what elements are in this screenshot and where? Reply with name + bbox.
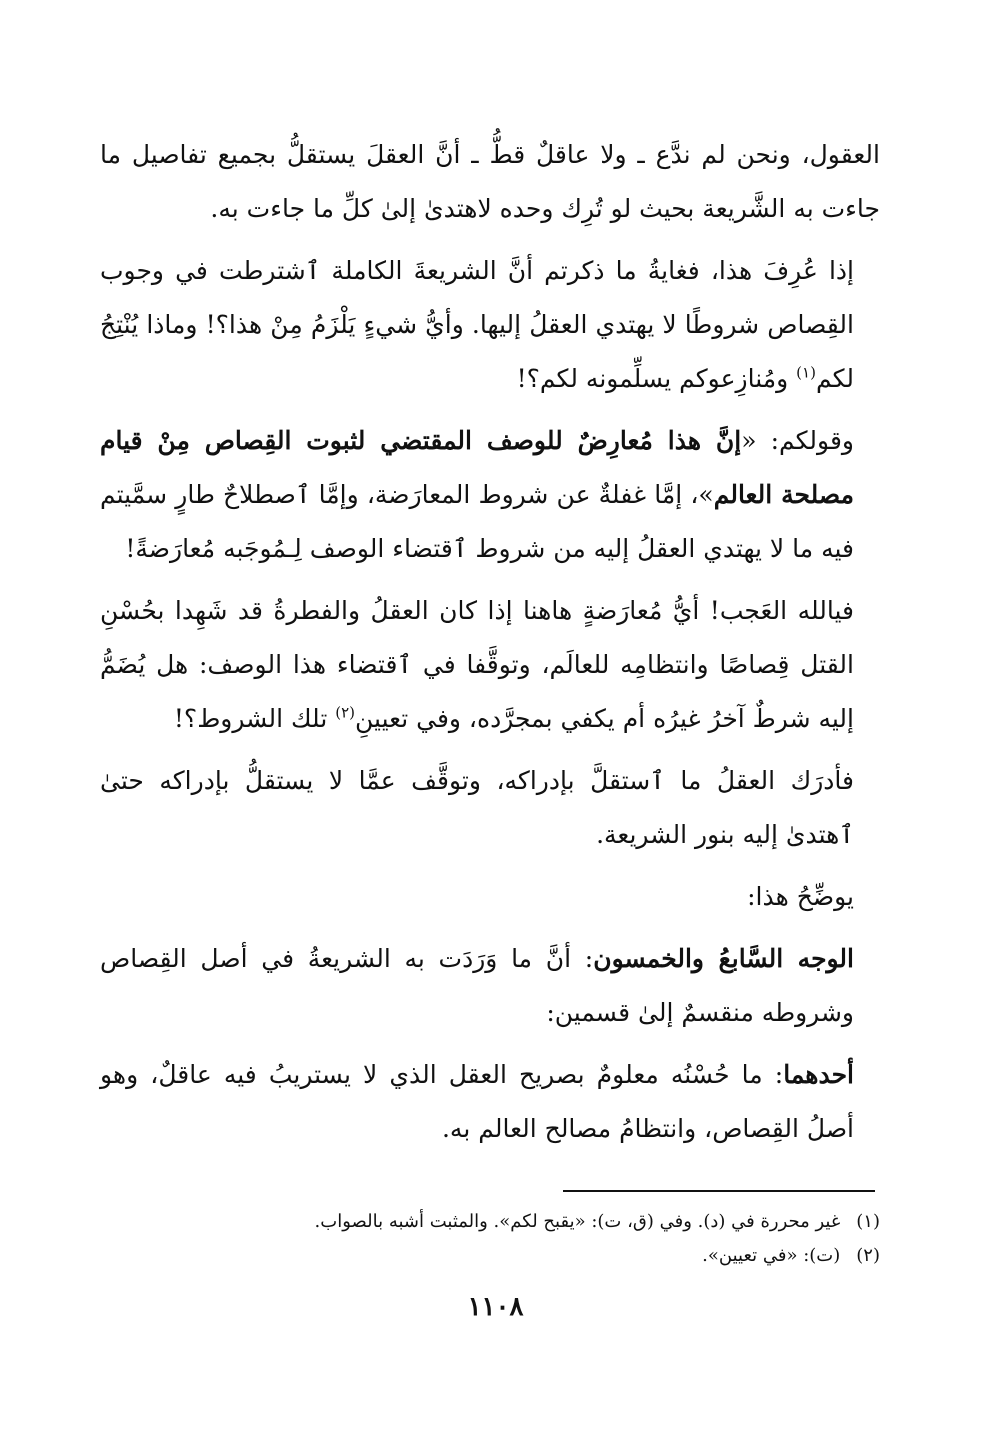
paragraph-8-text: : ما حُسْنُه معلومٌ بصريح العقل الذي لا يستريبُ فيه عاقلٌ، وهو أصلُ القِصاص، وانتظامُ مصالح العالم به. <box>100 1060 854 1143</box>
footnote-ref-2[interactable]: (٢) <box>335 703 356 722</box>
paragraph-3 <box>100 414 880 576</box>
paragraph-7 <box>100 932 880 1040</box>
footnote-2 <box>180 1239 880 1273</box>
quoted-claim: إنَّ هذا مُعارِضٌ للوصف المقتضي لثبوت القِصاص مِنْ قيام مصلحة العالم <box>100 426 854 509</box>
footnote-2-number: (٢) <box>856 1245 880 1266</box>
footnote-2-text: (ت): «في تعيين». <box>702 1245 841 1266</box>
paragraph-4-text-a: فيالله العَجب! أيُّ مُعارَضةٍ هاهنا إذا كان العقلُ والفطرةُ قد شَهِدا بحُسْنِ القتل قِصاصًا وانتظامِه للعالَم، وتوقَّفا في ٱقتضاء هذا الوصف: هل يُضَمُّ إليه شرطٌ آخرُ غيرُه أم يكفي بمجرَّده، وفي تعيينِ <box>100 596 854 733</box>
section-heading: الوجه السَّابعُ والخمسون <box>593 944 854 973</box>
paragraph-1 <box>100 128 880 236</box>
paragraph-2-text-a: إذا عُرِفَ هذا، فغايةُ ما ذكرتم أنَّ الشريعةَ الكاملة ٱشترطت في وجوب القِصاص شروطًا لا يهتدي العقلُ إليها. وأيُّ شيءٍ يَلْزَمُ مِنْ هذا؟! وماذا يُنْتِجُ لكم <box>100 256 854 393</box>
footnote-ref-1[interactable]: (١) <box>796 363 816 382</box>
paragraph-8 <box>100 1048 880 1156</box>
paragraph-6-text: يوضِّحُ هذا: <box>747 882 854 911</box>
paragraph-5-text: فأدرَك العقلُ ما ٱستقلَّ بإدراكه، وتوقَّف عمَّا لا يستقلُّ بإدراكه حتىٰ ٱهتدىٰ إليه بنور الشريعة. <box>100 766 854 849</box>
footnote-1-number: (١) <box>856 1211 880 1232</box>
main-text <box>100 128 880 1164</box>
paragraph-2-text-b: ومُنازِعوكم يسلِّمونه لكم؟! <box>516 364 797 393</box>
paragraph-3-text-b: »، إمَّا غفلةٌ عن شروط المعارَضة، وإمَّا ٱصطلاحٌ طارٍ سمَّيتم فيه ما لا يهتدي العقلُ إليه من شروط ٱقتضاء الوصف لِـمُوجَبه مُعارَضةً! <box>100 480 854 563</box>
paragraph-3-text-a: وقولكم: « <box>741 426 854 455</box>
footnote-1-text: غير محررة في (د). وفي (ق، ت): «يقبح لكم». والمثبت أشبه بالصواب. <box>314 1211 841 1232</box>
first-division-label: أحدهما <box>783 1060 854 1089</box>
paragraph-4 <box>100 584 880 746</box>
paragraph-4-text-b: تلك الشروط؟! <box>173 704 336 733</box>
paragraph-2 <box>100 244 880 406</box>
paragraph-5 <box>100 754 880 862</box>
footnote-1 <box>180 1205 880 1239</box>
paragraph-6 <box>100 870 880 924</box>
page-number: ١١٠٨ <box>467 1292 524 1322</box>
footnote-divider <box>563 1190 875 1192</box>
paragraph-1-text: العقول، ونحن لم ندَّع ـ ولا عاقلٌ قطُّ ـ أنَّ العقلَ يستقلُّ بجميع تفاصيل ما جاءت به الشَّريعة بحيث لو تُرِك وحده لاهتدىٰ إلىٰ كلِّ ما جاءت به. <box>100 140 880 223</box>
paragraph-7-text: : أنَّ ما وَرَدَت به الشريعةُ في أصل القِصاص وشروطه منقسمٌ إلىٰ قسمين: <box>100 944 854 1027</box>
footnotes <box>180 1205 880 1273</box>
